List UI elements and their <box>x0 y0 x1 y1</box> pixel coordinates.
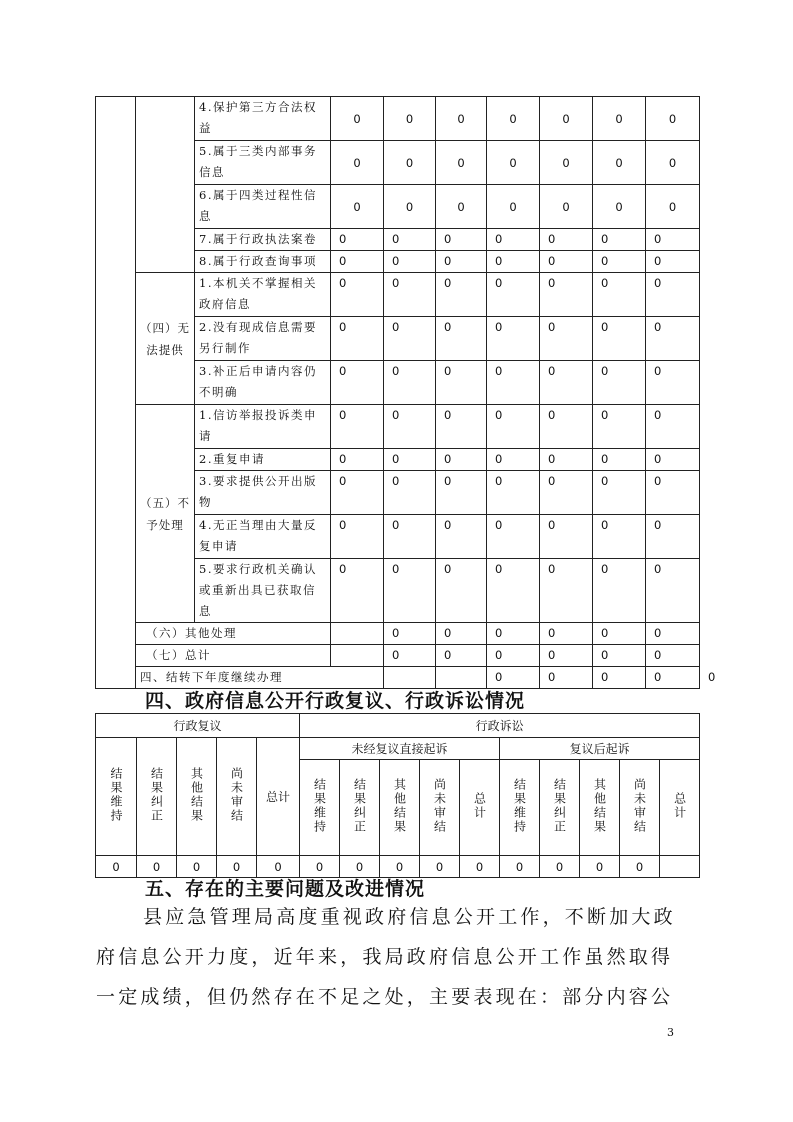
value-cell: 0 <box>540 559 593 623</box>
value-cell: 0 <box>540 97 593 141</box>
review-litigation-table <box>95 713 700 878</box>
value-cell: 0 <box>331 251 384 273</box>
after-col-total: 总计 <box>660 760 700 856</box>
value-cell: 0 <box>646 645 700 667</box>
value-cell: 0 <box>593 251 646 273</box>
value-cell: 0 <box>436 317 487 361</box>
value-cell: 0 <box>384 623 436 645</box>
direct-header: 未经复议直接起诉 <box>300 738 500 760</box>
value-cell: 0 <box>331 559 384 623</box>
group4-title: （四）无法提供 <box>136 273 195 405</box>
value-cell: 0 <box>593 185 646 229</box>
value-cell: 0 <box>331 405 384 449</box>
paragraph-line-3: 一定成绩，但仍然存在不足之处，主要表现在：部分内容公 <box>96 986 674 1008</box>
after-header: 复议后起诉 <box>500 738 700 760</box>
value-cell: 0 <box>436 449 487 471</box>
direct-col-total: 总计 <box>460 760 500 856</box>
review-value-cell: 0 <box>380 856 420 878</box>
value-cell: 0 <box>593 515 646 559</box>
value-cell: 0 <box>384 273 436 317</box>
litigation-header: 行政诉讼 <box>300 714 700 738</box>
value-cell: 0 <box>540 623 593 645</box>
value-cell: 0 <box>436 623 487 645</box>
value-cell: 0 <box>331 449 384 471</box>
value-cell: 0 <box>487 229 540 251</box>
value-cell: 0 <box>540 361 593 405</box>
value-cell: 0 <box>487 185 540 229</box>
value-cell: 0 <box>646 623 700 645</box>
value-cell: 0 <box>331 141 384 185</box>
row-label: 4.无正当理由大量反复申请 <box>195 515 331 559</box>
review-value-cell: 0 <box>620 856 660 878</box>
value-cell: 0 <box>487 361 540 405</box>
value-cell: 0 <box>487 559 540 623</box>
value-cell: 0 <box>593 405 646 449</box>
row-label: 2.没有现成信息需要另行制作 <box>195 317 331 361</box>
value-cell: 0 <box>487 645 540 667</box>
review-value-cell <box>660 856 700 878</box>
review-value-cell: 0 <box>300 856 340 878</box>
direct-col-2: 其他结果 <box>380 760 420 856</box>
value-cell: 0 <box>436 471 487 515</box>
row-label: （六）其他处理 <box>136 623 331 645</box>
after-col-1: 结果纠正 <box>540 760 580 856</box>
value-cell: 0 <box>331 229 384 251</box>
value-cell: 0 <box>384 515 436 559</box>
value-cell: 0 <box>646 251 700 273</box>
table-row <box>96 273 700 317</box>
value-cell: 0 <box>384 449 436 471</box>
direct-col-3: 尚未审结 <box>420 760 460 856</box>
value-cell: 0 <box>540 471 593 515</box>
value-cell: 0 <box>540 667 593 689</box>
value-cell: 0 <box>540 405 593 449</box>
after-col-2: 其他结果 <box>580 760 620 856</box>
value-cell: 0 <box>646 229 700 251</box>
value-cell: 0 <box>540 515 593 559</box>
value-cell: 0 <box>384 645 436 667</box>
value-cell: 0 <box>646 405 700 449</box>
section-5-title: 五、存在的主要问题及改进情况 <box>145 878 426 900</box>
table-row-total <box>96 645 700 667</box>
review-header: 行政复议 <box>96 714 300 738</box>
value-cell: 0 <box>646 317 700 361</box>
row-label: 7.属于行政执法案卷 <box>195 229 331 251</box>
value-cell: 0 <box>593 645 646 667</box>
review-value-cell: 0 <box>217 856 257 878</box>
value-cell: 0 <box>646 559 700 623</box>
value-cell: 0 <box>487 141 540 185</box>
table-row-carry: 四、结转下年度继续办理 0 0 0 0 0 <box>96 667 700 689</box>
row-label: 5.要求行政机关确认或重新出具已获取信息 <box>195 559 331 623</box>
paragraph-line-1: 县应急管理局高度重视政府信息公开工作，不断加大政 <box>143 906 676 928</box>
value-cell: 0 <box>593 667 646 689</box>
review-col-2: 其他结果 <box>177 738 217 856</box>
after-col-0: 结果维持 <box>500 760 540 856</box>
value-cell: 0 <box>436 405 487 449</box>
value-cell: 0 <box>487 667 540 689</box>
review-col-3: 尚未审结 <box>217 738 257 856</box>
value-cell: 0 <box>540 317 593 361</box>
value-cell: 0 <box>646 273 700 317</box>
review-value-cell: 0 <box>177 856 217 878</box>
value-cell: 0 <box>646 97 700 141</box>
value-cell: 0 <box>331 515 384 559</box>
value-cell: 0 <box>384 361 436 405</box>
outer-category-cell <box>96 97 136 689</box>
value-cell: 0 <box>436 229 487 251</box>
value-cell: 0 <box>593 97 646 141</box>
value-cell: 0 <box>646 449 700 471</box>
row-label: 4.保护第三方合法权益 <box>195 97 331 141</box>
review-value-cell: 0 <box>340 856 380 878</box>
value-cell: 0 <box>384 471 436 515</box>
value-cell: 0 <box>487 317 540 361</box>
value-cell: 0 <box>540 185 593 229</box>
value-cell: 0 <box>384 317 436 361</box>
value-cell: 0 <box>384 185 436 229</box>
review-value-cell: 0 <box>257 856 300 878</box>
value-cell: 0 <box>646 185 700 229</box>
value-cell: 0 <box>646 515 700 559</box>
value-cell: 0 <box>487 471 540 515</box>
value-cell: 0 <box>331 317 384 361</box>
review-value-cell: 0 <box>540 856 580 878</box>
value-cell: 0 <box>436 273 487 317</box>
value-cell: 0 <box>331 97 384 141</box>
value-cell: 0 <box>487 273 540 317</box>
value-cell: 0 <box>487 97 540 141</box>
value-cell: 0 <box>384 97 436 141</box>
value-cell: 0 <box>436 645 487 667</box>
value-cell: 0 <box>540 273 593 317</box>
empty-cell <box>331 645 384 667</box>
review-value-cell: 0 <box>420 856 460 878</box>
row-label: 1.信访举报投诉类申请 <box>195 405 331 449</box>
value-cell: 0 <box>646 141 700 185</box>
table-row <box>96 405 700 449</box>
value-cell: 0 <box>487 405 540 449</box>
value-cell: 0 <box>540 645 593 667</box>
value-cell: 0 <box>384 405 436 449</box>
page-number: 3 <box>667 1026 674 1039</box>
value-cell: 0 <box>540 141 593 185</box>
row-label: 2.重复申请 <box>195 449 331 471</box>
row-label: （七）总计 <box>136 645 331 667</box>
value-cell: 0 <box>487 251 540 273</box>
value-cell: 0 <box>331 471 384 515</box>
value-cell: 0 <box>384 251 436 273</box>
value-cell: 0 <box>593 559 646 623</box>
review-value-cell: 0 <box>580 856 620 878</box>
row-label: 6.属于四类过程性信息 <box>195 185 331 229</box>
table-row <box>96 97 700 141</box>
row-label: 1.本机关不掌握相关政府信息 <box>195 273 331 317</box>
table-row-other <box>96 623 700 645</box>
review-value-cell: 0 <box>96 856 137 878</box>
value-cell: 0 <box>593 229 646 251</box>
row-label: 8.属于行政查询事项 <box>195 251 331 273</box>
value-cell: 0 <box>593 623 646 645</box>
value-cell: 0 <box>436 185 487 229</box>
row-label: 四、结转下年度继续办理 <box>136 667 384 689</box>
value-cell: 0 <box>540 229 593 251</box>
review-value-cell: 0 <box>460 856 500 878</box>
value-cell: 0 <box>593 471 646 515</box>
value-cell: 0 <box>487 515 540 559</box>
review-col-0: 结果维持 <box>96 738 137 856</box>
value-cell: 0 <box>384 141 436 185</box>
value-cell: 0 <box>436 251 487 273</box>
row-label: 3.要求提供公开出版物 <box>195 471 331 515</box>
value-cell: 0 <box>487 449 540 471</box>
value-cell: 0 <box>436 361 487 405</box>
value-cell: 0 <box>593 361 646 405</box>
value-cell: 0 <box>436 97 487 141</box>
review-col-total: 总计 <box>257 738 300 856</box>
paragraph-line-2: 府信息公开力度，近年来，我局政府信息公开工作虽然取得 <box>96 946 674 968</box>
value-cell: 0 <box>646 361 700 405</box>
value-cell: 0 <box>436 559 487 623</box>
value-cell: 0 <box>646 471 700 515</box>
after-col-3: 尚未审结 <box>620 760 660 856</box>
value-cell: 0 <box>487 623 540 645</box>
application-handling-table <box>95 96 716 689</box>
direct-col-0: 结果维持 <box>300 760 340 856</box>
value-cell: 0 <box>593 141 646 185</box>
value-cell: 0 <box>593 317 646 361</box>
value-cell: 0 <box>384 229 436 251</box>
group5-title: （五）不予处理 <box>136 405 195 623</box>
direct-col-1: 结果纠正 <box>340 760 380 856</box>
value-cell: 0 <box>593 273 646 317</box>
value-cell: 0 <box>331 273 384 317</box>
value-cell: 0 <box>646 667 700 689</box>
value-cell: 0 <box>436 515 487 559</box>
value-cell: 0 <box>436 141 487 185</box>
row-label: 5.属于三类内部事务信息 <box>195 141 331 185</box>
value-cell: 0 <box>593 449 646 471</box>
value-cell: 0 <box>331 361 384 405</box>
value-cell: 0 <box>540 449 593 471</box>
empty-cell <box>331 623 384 645</box>
section-4-title: 四、政府信息公开行政复议、行政诉讼情况 <box>145 690 526 712</box>
group3-cell <box>136 97 195 273</box>
row-label: 3.补正后申请内容仍不明确 <box>195 361 331 405</box>
review-value-cell: 0 <box>500 856 540 878</box>
value-cell: 0 <box>331 185 384 229</box>
value-cell: 0 <box>384 559 436 623</box>
review-value-cell: 0 <box>137 856 177 878</box>
value-cell: 0 <box>540 251 593 273</box>
review-col-1: 结果纠正 <box>137 738 177 856</box>
